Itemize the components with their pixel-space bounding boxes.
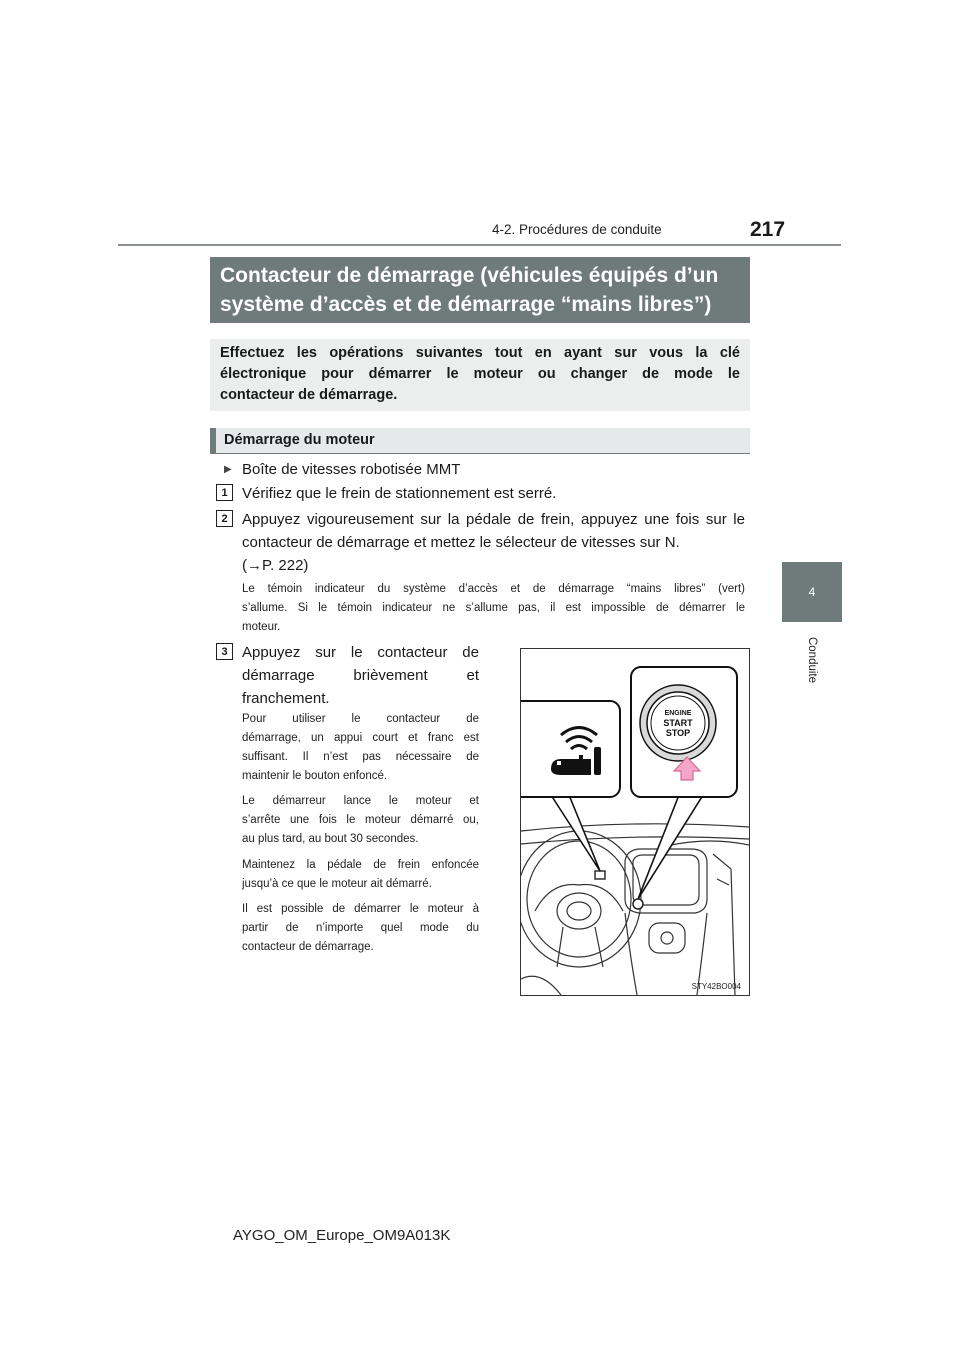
step-3-line-1: Appuyez sur le contacteur de (242, 644, 479, 661)
step-3-para-4-line-1: Il est possible de démarrer le moteur à (242, 903, 479, 915)
subheading-bar (210, 428, 216, 453)
chapter-tab[interactable] (782, 562, 842, 622)
intro-line-2: électronique pour démarrer le moteur ou changer de mode le (220, 366, 740, 382)
step-2-note-line-1: Le témoin indicateur du système d’accès et de démarrage “mains libres” (vert) (242, 583, 745, 595)
step-2-note-line-3: moteur. (242, 621, 281, 633)
footer-code: AYGO_OM_Europe_OM9A013K (233, 1227, 451, 1244)
intro-line-3: contacteur de démarrage. (220, 387, 398, 403)
bullet-arrow-icon: ▶ (224, 464, 232, 475)
step-3-para-2-line-1: Le démarreur lance le moteur et (242, 795, 479, 807)
step-2-number: 2 (216, 510, 233, 527)
step-3-number: 3 (216, 643, 233, 660)
header-rule (118, 244, 841, 246)
step-3-para-2-line-3: au plus tard, au bout 30 secondes. (242, 833, 419, 845)
figure-code: STY42BO004 (691, 982, 741, 991)
page-title (210, 257, 750, 323)
illustration-dashboard (520, 648, 750, 996)
step-3-line-2: démarrage brièvement et (242, 667, 479, 684)
button-label-stop: STOP (665, 728, 691, 738)
step-3-para-4-line-3: contacteur de démarrage. (242, 941, 374, 953)
step-3-para-1-line-3: suffisant. Il n’est pas nécessaire de (242, 751, 479, 763)
step-3-para-1-line-4: maintenir le bouton enfoncé. (242, 770, 388, 782)
subheading-text: Démarrage du moteur (224, 432, 375, 448)
title-line-1: Contacteur de démarrage (véhicules équipés d’un (220, 264, 719, 287)
step-2-line-1: Appuyez vigoureusement sur la pédale de frein, appuyez une fois sur le (242, 511, 745, 528)
step-1-number: 1 (216, 484, 233, 501)
step-3-para-3-line-2: jusqu’à ce que le moteur ait démarré. (242, 878, 432, 890)
step-2-reference-link[interactable]: (→P. 222) (242, 557, 309, 574)
step-3-para-1-line-1: Pour utiliser le contacteur de (242, 713, 479, 725)
step-2-note-line-2: s’allume. Si le témoin indicateur ne s’allume pas, il est impossible de démarrer le (242, 602, 745, 614)
step-3-para-2-line-2: s’arrête une fois le moteur démarré ou, (242, 814, 479, 826)
dashboard-drawing (521, 649, 749, 995)
step-2-line-2: contacteur de démarrage et mettez le sélecteur de vitesses sur N. (242, 534, 680, 551)
step-1-text: Vérifiez que le frein de stationnement est serré. (242, 485, 557, 502)
button-label-start: START (663, 718, 693, 728)
intro-box (210, 339, 750, 411)
page-number: 217 (750, 218, 786, 241)
step-3-line-3: franchement. (242, 690, 330, 707)
step-3-para-4-line-2: partir de n’importe quel mode du (242, 922, 479, 934)
title-line-2: système d’accès et de démarrage “mains libres”) (220, 293, 712, 316)
chapter-number: 4 (808, 585, 816, 599)
section-heading: 4-2. Procédures de conduite (492, 222, 662, 237)
intro-line-1: Effectuez les opérations suivantes tout en ayant sur vous la clé (220, 345, 740, 361)
bullet-text: Boîte de vitesses robotisée MMT (242, 461, 461, 478)
subheading (210, 428, 750, 454)
step-3-para-1-line-2: démarrage, un appui court et franc est (242, 732, 479, 744)
chapter-label: Conduite (806, 636, 818, 684)
step-3-para-3-line-1: Maintenez la pédale de frein enfoncée (242, 859, 479, 871)
button-label-engine: ENGINE (664, 710, 692, 717)
